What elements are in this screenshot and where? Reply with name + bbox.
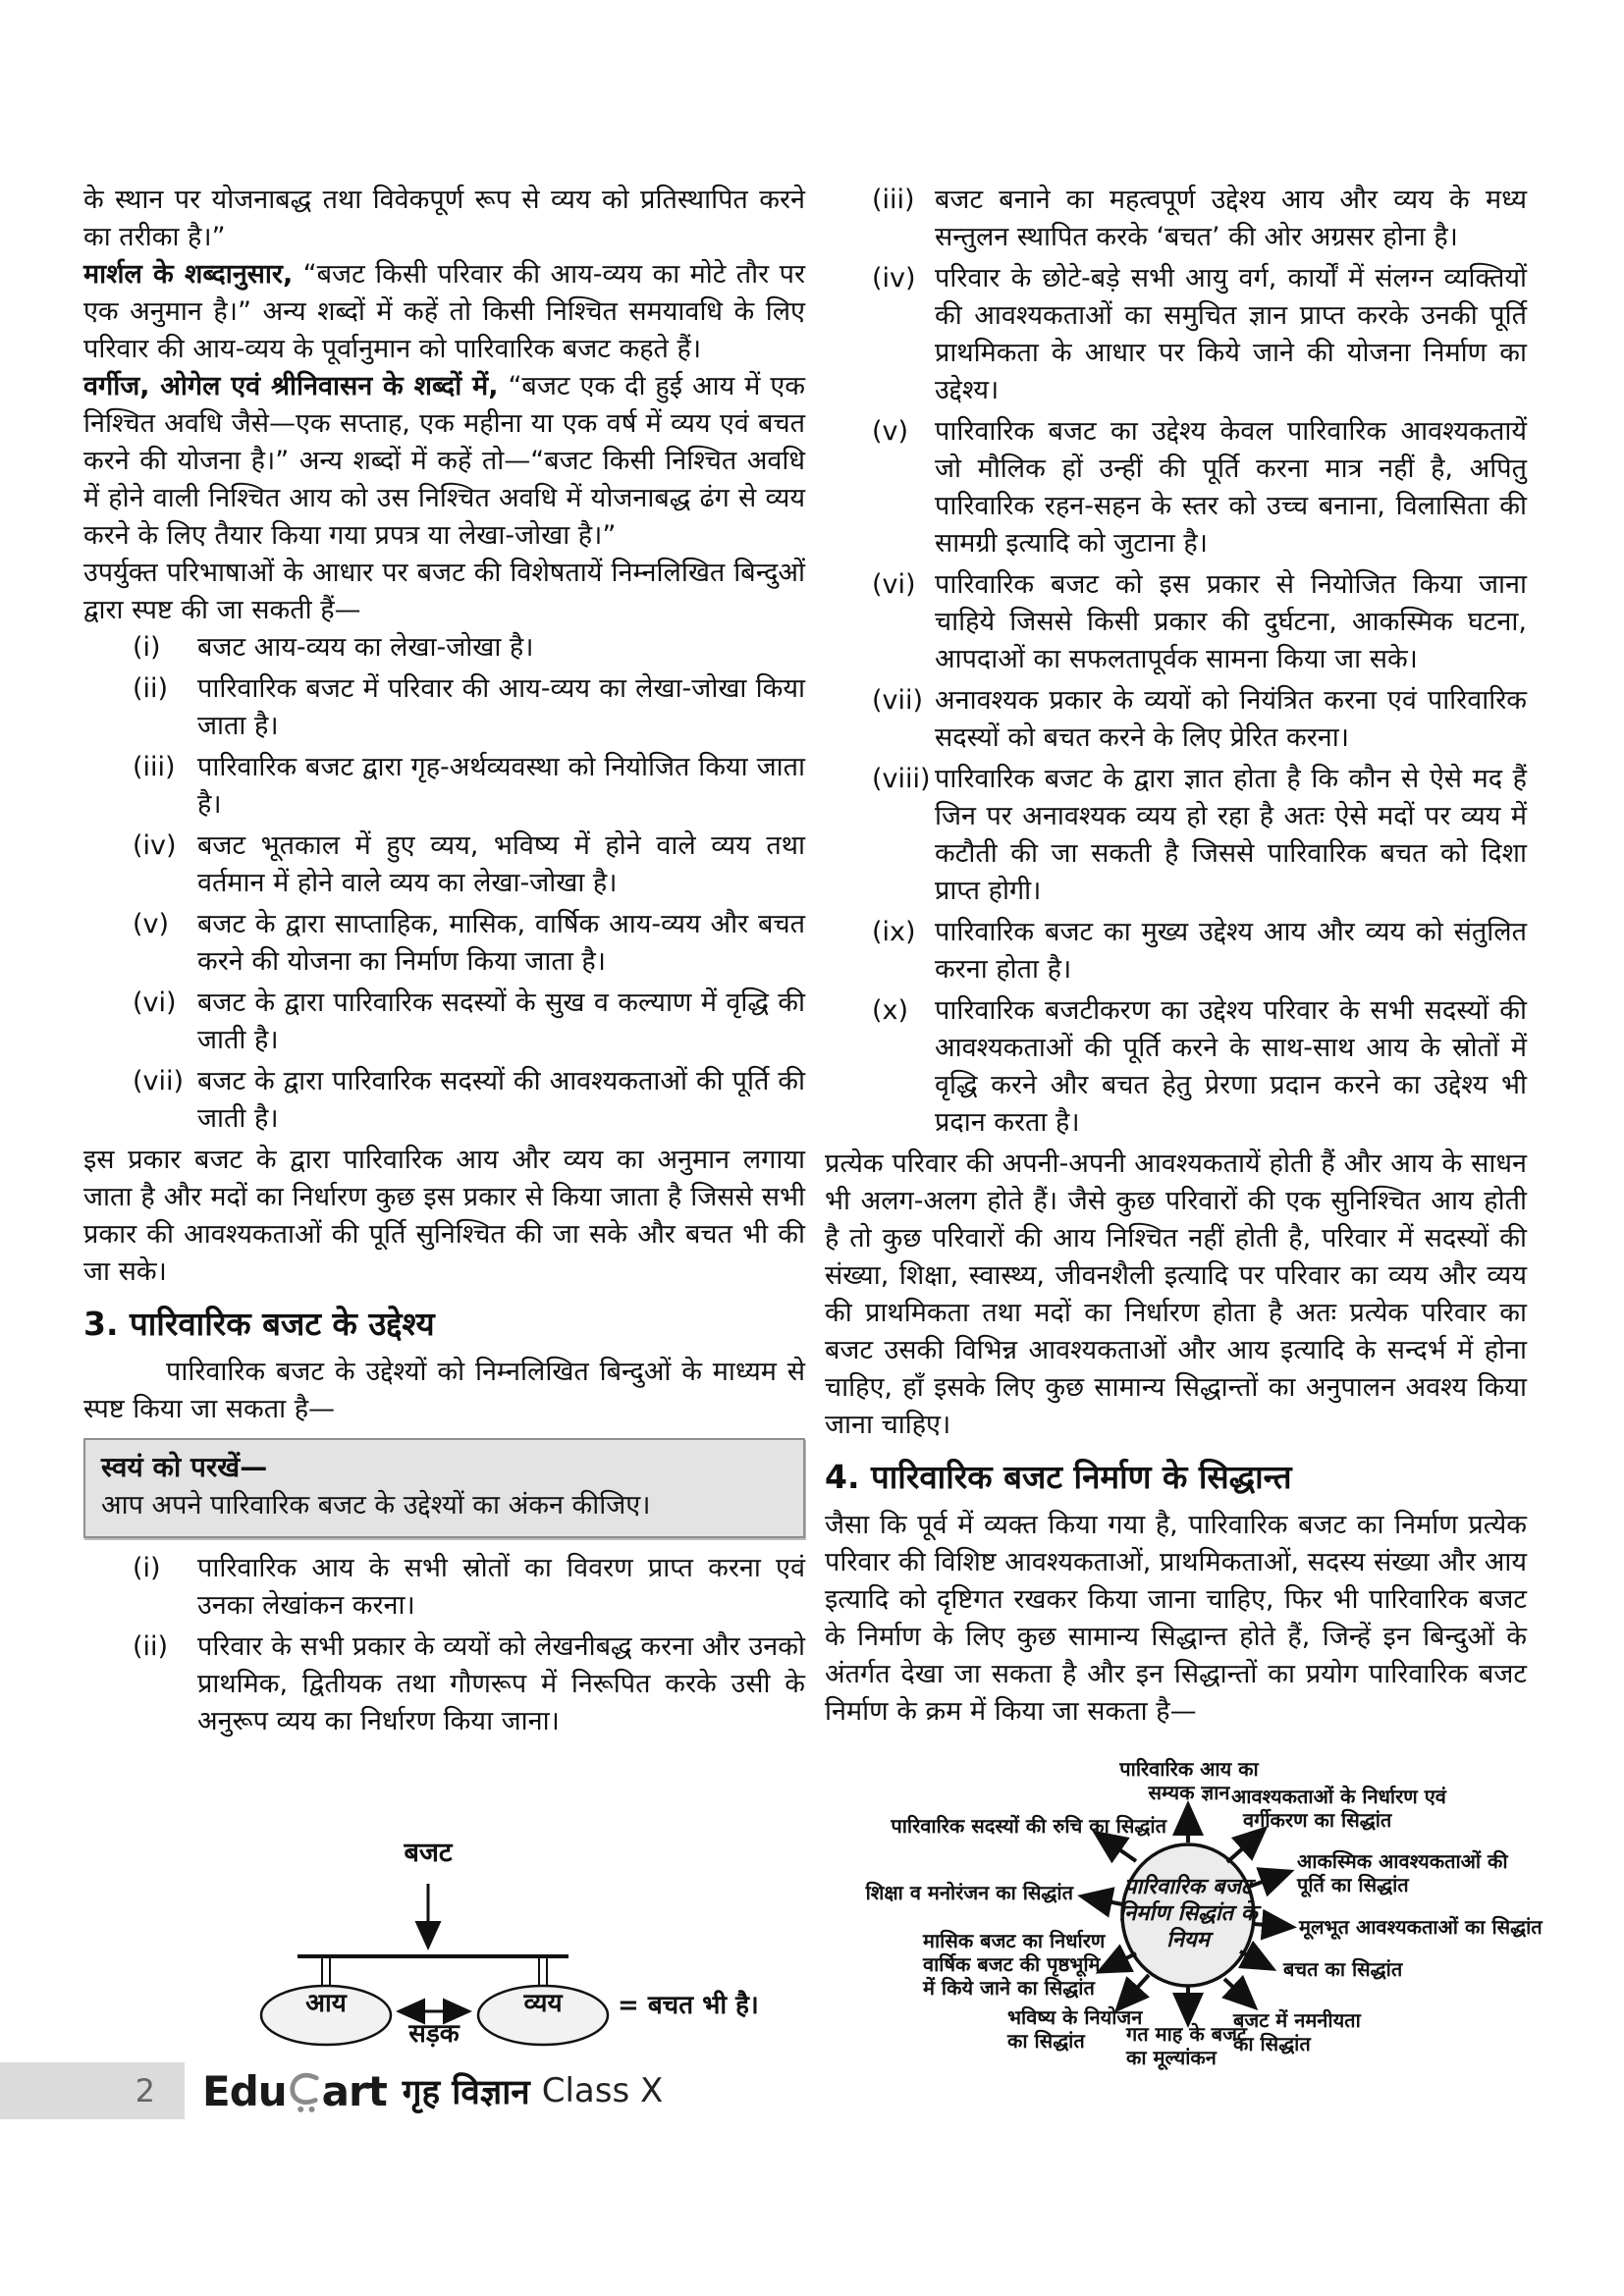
mindmap-node: मासिक बजट का निर्धारण वार्षिक बजट की पृष्ठभूमि में किये जाने का सिद्धांत	[923, 1929, 1106, 2000]
page-number-box	[0, 2062, 185, 2119]
item-number: (ix)	[872, 917, 916, 947]
page-number: 2	[135, 2072, 155, 2109]
item-text: पारिवारिक बजट को इस प्रकार से नियोजित किया जाना चाहिये जिससे किसी प्रकार की दुर्घटना, आकस्मिक घटना, आपदाओं का सफलतापूर्वक सामना किया जा सके।	[935, 569, 1527, 674]
self-check-box	[83, 1438, 805, 1538]
item-number: (iv)	[872, 263, 916, 294]
item-text: पारिवारिक बजट का मुख्य उद्देश्य आय और व्यय को संतुलित करना होता है।	[935, 917, 1527, 985]
budget-diagram-link-label: सड़क	[408, 2019, 460, 2049]
features-closing: इस प्रकार बजट के द्वारा पारिवारिक आय और व्यय का अनुमान लगाया जाता है और मदों का निर्धारण कुछ इस प्रकार से किया जाता है जिससे सभी प्रकार की आवश्यकताओं की पूर्ति सुनिश्चित की जा सके और बचत भी की जा सके।	[83, 1145, 805, 1287]
definition-marshal-body: “बजट किसी परिवार की आय-व्यय का मोटे तौर पर एक अनुमान है।” अन्य शब्दों में कहें तो किसी निश्चित समयावधि के लिए परिवार की आय-व्यय के पूर्वानुमान को पारिवारिक बजट कहते हैं।	[83, 259, 805, 364]
section-3-intro: पारिवारिक बजट के उद्देश्यों को निम्नलिखित बिन्दुओं के माध्यम से स्पष्ट किया जा सकता है—	[83, 1357, 805, 1424]
item-text: पारिवारिक बजट का उद्देश्य केवल पारिवारिक आवश्यकतायें जो मौलिक हों उन्हीं की पूर्ति करना मात्र नहीं है, अपितु पारिवारिक रहन-सहन के स्तर को उच्च बनाना, विलासिता की सामग्री इत्यादि को जुटाना है।	[935, 416, 1527, 559]
mindmap-center-label: पारिवारिक बजट निर्माण सिद्धांत के नियम	[1118, 1875, 1258, 1952]
item-number: (vii)	[133, 1066, 185, 1096]
item-number: (i)	[133, 632, 161, 663]
mindmap-node: भविष्य के नियोजन का सिद्धांत	[1007, 2005, 1143, 2053]
definition-marshal-lead: मार्शल के शब्दानुसार,	[83, 259, 294, 290]
list-item	[872, 914, 1527, 988]
item-number: (iv)	[133, 830, 177, 861]
item-text: पारिवारिक बजट द्वारा गृह-अर्थव्यवस्था को नियोजित किया जाता है।	[197, 752, 805, 820]
budget-diagram	[83, 1838, 805, 2049]
budget-diagram-income-label: आय	[305, 1989, 347, 2018]
definition-vargese-lead: वर्गीज, ओगेल एवं श्रीनिवासन के शब्दों में,	[83, 371, 499, 401]
mindmap-node: गत माह के बजट का मूल्यांकन	[1126, 2022, 1248, 2069]
list-item	[133, 828, 805, 902]
mindmap-node: आकस्मिक आवश्यकताओं की पूर्ति का सिद्धांत	[1297, 1849, 1508, 1896]
item-number: (x)	[872, 995, 909, 1026]
mindmap-node: बचत का सिद्धांत	[1283, 1957, 1403, 1981]
item-text: परिवार के सभी प्रकार के व्ययों को लेखनीबद्ध करना और उनको प्राथमिक, द्वितीयक तथा गौणरूप में निरूपित करके उसी के अनुरूप व्यय का निर्धारण किया जाना।	[197, 1631, 805, 1736]
list-item	[133, 906, 805, 981]
list-item	[133, 629, 805, 667]
principles-mindmap	[865, 1757, 1543, 2101]
features-list	[83, 629, 805, 1138]
mindmap-node: शिक्षा व मनोरंजन का सिद्धांत	[865, 1881, 1073, 1904]
item-text: पारिवारिक बजटीकरण का उद्देश्य परिवार के सभी सदस्यों की आवश्यकताओं की पूर्ति करने के साथ-साथ आय के स्रोतों में वृद्धि करने और बचत हेतु प्रेरणा प्रदान करने का उद्देश्य भी प्रदान करता है।	[935, 995, 1527, 1138]
item-text: बजट भूतकाल में हुए व्यय, भविष्य में होने वाले व्यय तथा वर्तमान में होने वाले व्यय का लेखा-जोखा है।	[197, 830, 805, 898]
item-text: पारिवारिक आय के सभी स्रोतों का विवरण प्राप्त करना एवं उनका लेखांकन करना।	[197, 1553, 805, 1621]
item-text: परिवार के छोटे-बड़े सभी आयु वर्ग, कार्यों में संलग्न व्यक्तियों की आवश्यकताओं का समुचित ज्ञान प्राप्त करके उनकी पूर्ति प्राथमिकता के आधार पर किये जाने की योजना निर्माण का उद्देश्य।	[935, 263, 1527, 405]
item-number: (vi)	[133, 988, 177, 1018]
list-item	[872, 260, 1527, 409]
item-number: (vi)	[872, 569, 916, 600]
list-item	[133, 749, 805, 824]
list-item	[872, 413, 1527, 562]
list-item	[133, 670, 805, 745]
shopping-cart-icon	[289, 2070, 320, 2117]
arrow-bottom-right	[1224, 1979, 1254, 2006]
item-text: पारिवारिक बजट में परिवार की आय-व्यय का लेखा-जोखा किया जाता है।	[197, 673, 805, 741]
list-item	[872, 761, 1527, 910]
brand-edu-text: Edu	[202, 2066, 287, 2115]
definition-vargese-body: “बजट एक दी हुई आय में एक निश्चित अवधि जैसे—एक सप्ताह, एक महीना या एक वर्ष में व्यय एवं बचत करने की योजना है।” अन्य शब्दों में कहें तो—“बजट किसी निश्चित अवधि में होने वाली निश्चित आय को उस निश्चित अवधि में योजनाबद्ध ढंग से व्यय करने के लिए तैयार किया गया प्रपत्र या लेखा-जोखा है।”	[83, 371, 805, 551]
list-item	[872, 566, 1527, 678]
arrow-right-3	[1240, 1951, 1272, 1968]
list-item	[872, 182, 1527, 256]
list-item	[133, 1629, 805, 1740]
objectives-list-left	[83, 1550, 805, 1740]
item-text: पारिवारिक बजट के द्वारा ज्ञात होता है कि कौन से ऐसे मद हैं जिन पर अनावश्यक व्यय हो रहा है अतः ऐसे मदों पर व्यय में कटौती की जा सकती है जिससे पारिवारिक बचत को दिशा प्राप्त होगी।	[935, 764, 1527, 906]
item-text: बजट आय-व्यय का लेखा-जोखा है।	[197, 632, 534, 663]
item-number: (ii)	[133, 673, 169, 704]
features-intro: उपर्युक्त परिभाषाओं के आधार पर बजट की विशेषतायें निम्नलिखित बिन्दुओं द्वारा स्पष्ट की जा सकती हैं—	[83, 558, 805, 625]
arrow-upper-left	[1097, 1834, 1136, 1861]
item-number: (i)	[133, 1553, 161, 1583]
budget-diagram-expense-label: व्यय	[523, 1989, 563, 2018]
mindmap-node: पारिवारिक सदस्यों की रुचि का सिद्धांत	[891, 1814, 1166, 1838]
mindmap-node: मूलभूत आवश्यकताओं का सिद्धांत	[1299, 1915, 1543, 1939]
paragraph-continuation: के स्थान पर योजनाबद्ध तथा विवेकपूर्ण रूप से व्यय को प्रतिस्थापित करने का तरीका है।”	[83, 185, 805, 252]
footer-brand	[202, 2062, 663, 2119]
mindmap-node: पारिवारिक आय का सम्यक ज्ञान	[1119, 1757, 1259, 1804]
item-number: (iii)	[872, 185, 915, 215]
mindmap-node: आवश्यकताओं के निर्धारण एवं वर्गीकरण का सिद्धांत	[1231, 1785, 1446, 1832]
family-needs-paragraph: प्रत्येक परिवार की अपनी-अपनी आवश्यकतायें होती हैं और आय के साधन भी अलग-अलग होते हैं। जैसे कुछ परिवारों की एक सुनिश्चित आय होती है तो कुछ परिवारों की आय निश्चित नहीं होती है, परिवार में सदस्यों की संख्या, शिक्षा, स्वास्थ्य, जीवनशैली इत्यादि पर परिवार का व्यय और व्यय की प्राथमिकता तथा मदों का निर्धारण होता है अतः प्रत्येक परिवार का बजट उसकी विभिन्न आवश्यकताओं और आय इत्यादि के सन्दर्भ में होना चाहिए, हाँ इसके लिए कुछ सामान्य सिद्धान्तों का अनुपालन अवश्य किया जाना चाहिए।	[825, 1148, 1527, 1440]
section-4-heading: 4. पारिवारिक बजट निर्माण के सिद्धान्त	[825, 1458, 1292, 1496]
budget-diagram-top-label: बजट	[404, 1838, 453, 1868]
item-number: (viii)	[872, 764, 931, 794]
section-3-heading: 3. पारिवारिक बजट के उद्देश्य	[83, 1305, 435, 1343]
item-text: बजट के द्वारा साप्ताहिक, मासिक, वार्षिक आय-व्यय और बचत करने की योजना का निर्माण किया जाता है।	[197, 909, 805, 977]
item-number: (vii)	[872, 685, 924, 716]
list-item	[872, 992, 1527, 1142]
self-check-title: स्वयं को परखें—	[101, 1451, 268, 1483]
item-number: (ii)	[133, 1631, 169, 1662]
section-4-intro: जैसा कि पूर्व में व्यक्त किया गया है, पारिवारिक बजट का निर्माण प्रत्येक परिवार की विशिष्ट आवश्यकताओं, प्राथमिकताओं, सदस्य संख्या और आय इत्यादि को दृष्टिगत रखकर किया जाना चाहिए, फिर भी पारिवारिक बजट के निर्माण के लिए कुछ सामान्य सिद्धान्त होते हैं, जिन्हें इन बिन्दुओं के अंतर्गत देखा जा सकता है और इन सिद्धान्तों का प्रयोग पारिवारिक बजट निर्माण के क्रम में किया जा सकता है—	[825, 1510, 1527, 1727]
footer-subject: गृह विज्ञान	[402, 2072, 530, 2112]
list-item	[133, 1063, 805, 1138]
mindmap-node: बजट में नमनीयता का सिद्धांत	[1233, 2008, 1361, 2056]
arrow-top-right	[1227, 1830, 1264, 1862]
objectives-list-right	[825, 182, 1527, 1142]
item-text: बजट के द्वारा पारिवारिक सदस्यों के सुख व कल्याण में वृद्धि की जाती है।	[197, 988, 805, 1055]
item-text: बजट के द्वारा पारिवारिक सदस्यों की आवश्यकताओं की पूर्ति की जाती है।	[197, 1066, 805, 1134]
list-item	[133, 985, 805, 1059]
arrow-lower-left	[1101, 1953, 1136, 1971]
definition-vargese	[83, 368, 805, 555]
item-number: (v)	[133, 909, 170, 939]
item-text: बजट बनाने का महत्वपूर्ण उद्देश्य आय और व्यय के मध्य सन्तुलन स्थापित करके ‘बचत’ की ओर अग्रसर होना है।	[935, 185, 1527, 252]
list-item	[872, 682, 1527, 757]
right-column	[825, 182, 1543, 2101]
arrow-bottom-left	[1118, 1975, 1149, 2008]
brand-art-text: art	[321, 2066, 387, 2115]
footer-grade: Class X	[541, 2071, 664, 2110]
left-column	[83, 182, 805, 2047]
item-number: (iii)	[133, 752, 176, 782]
list-item	[133, 1550, 805, 1625]
definition-marshal	[83, 256, 805, 368]
budget-diagram-note: = बचत भी है।	[618, 1991, 759, 2020]
item-text: अनावश्यक प्रकार के व्ययों को नियंत्रित करना एवं पारिवारिक सदस्यों को बचत करने के लिए प्रेरित करना।	[935, 685, 1527, 753]
self-check-body: आप अपने पारिवारिक बजट के उद्देश्यों का अंकन कीजिए।	[101, 1490, 651, 1521]
item-number: (v)	[872, 416, 909, 447]
